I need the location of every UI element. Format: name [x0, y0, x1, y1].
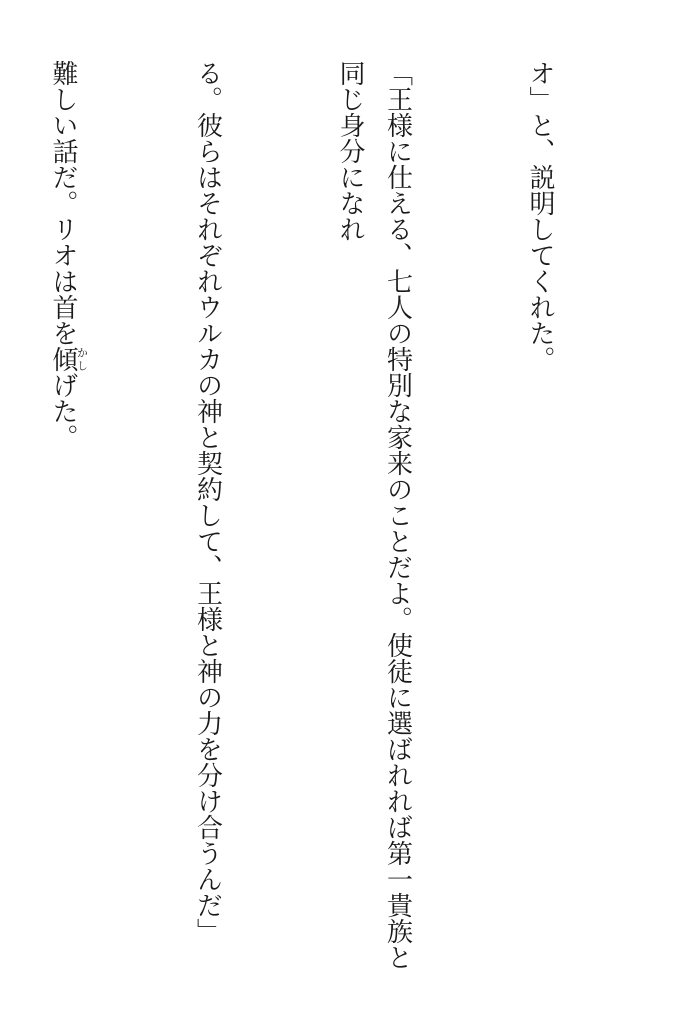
- text-line: オ」と、説明してくれた。: [525, 60, 555, 372]
- vertical-text-block: [0, 60, 658, 972]
- ruby-line-after: げた。: [48, 372, 78, 450]
- text-line-with-ruby: [39, 60, 89, 972]
- ruby-word: [48, 346, 89, 372]
- ruby-base: 傾: [48, 346, 78, 372]
- ruby-line-before: 難しい話だ。リオは首を: [48, 60, 78, 346]
- text-line: る。彼らはそれぞれウルカの神と契約して、王様と神の力を分け合うんだ」: [192, 60, 223, 944]
- ruby-reading: かし: [75, 346, 89, 372]
- text-line: 「王様に仕える、七人の特別な家来のことだよ。使徒に選ばれれば第一貴族と同じ身分になれ: [335, 60, 413, 970]
